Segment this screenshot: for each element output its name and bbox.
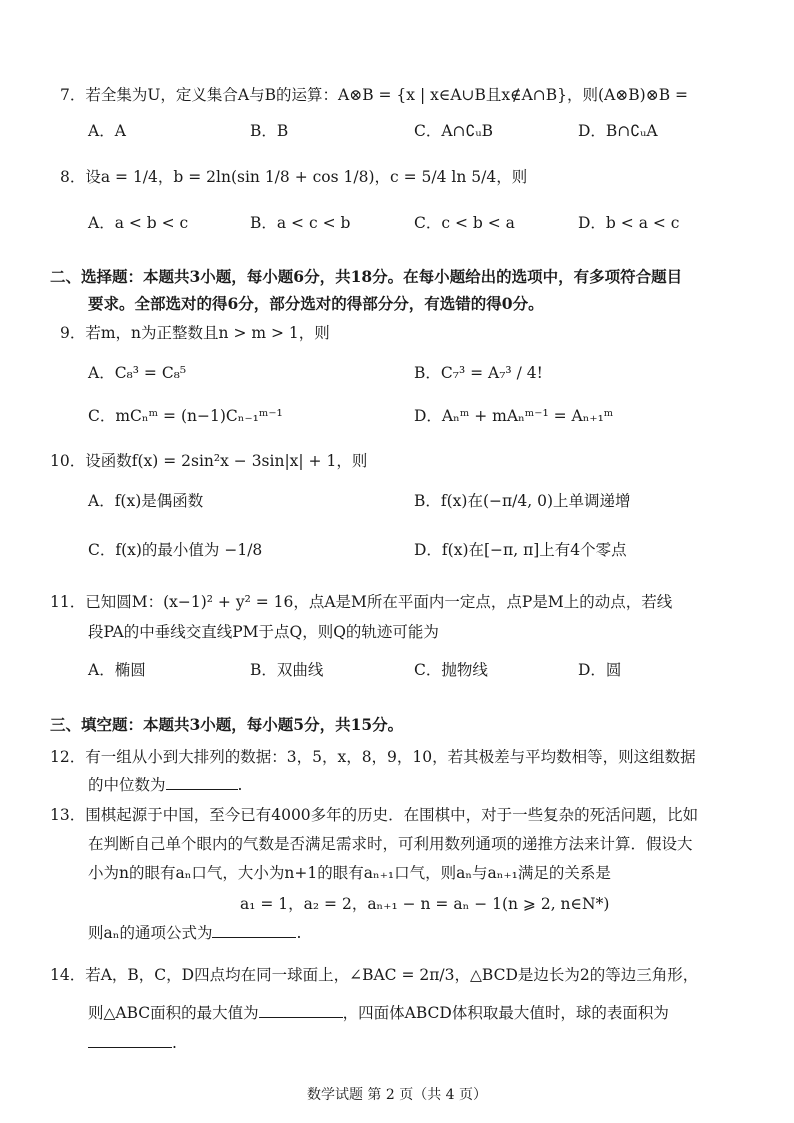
q12-line2: [88, 774, 754, 796]
q13-answer-blank[interactable]: [212, 923, 296, 938]
q8-option-d: D．b < a < c: [578, 214, 680, 232]
q9-option-a: A．C₈³ = C₈⁵: [88, 364, 187, 382]
q11-line1: 11．已知圆M：(x−1)² + y² = 16，点A是M所在平面内一定点，点P是M上的动点，若线: [50, 593, 673, 611]
q11-option-b: B．双曲线: [250, 661, 324, 679]
q8-option-b: B．a < c < b: [250, 214, 351, 232]
q13-line4: [88, 922, 754, 944]
q10-option-a: A．f(x)是偶函数: [88, 492, 204, 510]
q14-end: .: [172, 1034, 177, 1052]
q14-prompt-b: ，四面体ABCD体积取最大值时，球的表面积为: [342, 1004, 669, 1022]
q13-line1: 13．围棋起源于中国，至今已有4000多年的历史．在围棋中，对于一些复杂的死活问题，比如: [50, 806, 699, 824]
q14-answer-blank-1[interactable]: [259, 1003, 343, 1018]
q13-line3: 小为n的眼有aₙ口气，大小为n+1的眼有aₙ₊₁口气，则aₙ与aₙ₊₁满足的关系是: [88, 864, 611, 882]
q13-recurrence-formula: a₁ = 1，a₂ = 2，aₙ₊₁ − n = aₙ − 1(n ⩾ 2, n∈N*): [240, 895, 610, 913]
q11-line2: 段PA的中垂线交直线PM于点Q，则Q的轨迹可能为: [88, 623, 439, 641]
section2-heading-line1: 二、选择题：本题共3小题，每小题6分，共18分。在每小题给出的选项中，有多项符合题目: [50, 267, 683, 286]
q9-stem: 9．若m，n为正整数且n > m > 1，则: [60, 324, 330, 342]
q8-option-a: A．a < b < c: [88, 214, 189, 232]
q7-stem: 7．若全集为U，定义集合A与B的运算：A⊗B = {x | x∈A∪B且x∉A∩B}，则(A⊗B)⊗B =: [60, 86, 688, 104]
q11-option-a: A．椭圆: [88, 661, 146, 679]
q10-stem: 10．设函数f(x) = 2sin²x − 3sin|x| + 1，则: [50, 452, 368, 470]
q7-option-d: D．B∩∁ᵤA: [578, 122, 658, 140]
q10-option-c: C．f(x)的最小值为 −1/8: [88, 541, 263, 559]
q7-option-b: B．B: [250, 122, 289, 140]
q10-option-b: B．f(x)在(−π/4, 0)上单调递增: [414, 492, 631, 510]
q10-option-d: D．f(x)在[−π, π]上有4个零点: [414, 541, 627, 559]
q11-option-c: C．抛物线: [414, 661, 488, 679]
q11-option-d: D．圆: [578, 661, 622, 679]
page-footer: 数学试题 第 2 页（共 4 页）: [306, 1087, 488, 1103]
section2-heading-line2: 要求。全部选对的得6分，部分选对的得部分分，有选错的得0分。: [88, 294, 544, 313]
q14-line1: 14．若A，B，C，D四点均在同一球面上，∠BAC = 2π/3，△BCD是边长为2的等边三角形，: [50, 966, 699, 984]
q8-option-c: C．c < b < a: [414, 214, 515, 232]
q8-stem: 8．设a = 1/4，b = 2ln(sin 1/8 + cos 1/8)，c = 5/4 ln 5/4，则: [60, 168, 528, 186]
q14-answer-blank-2[interactable]: [88, 1033, 172, 1048]
q9-option-d: D．Aₙᵐ + mAₙᵐ⁻¹ = Aₙ₊₁ᵐ: [414, 407, 614, 425]
q14-line2: [88, 1002, 754, 1024]
q12-prompt: 的中位数为: [88, 776, 166, 794]
q9-option-c: C．mCₙᵐ = (n−1)Cₙ₋₁ᵐ⁻¹: [88, 407, 283, 425]
q14-line3: [88, 1032, 754, 1054]
q14-prompt-a: 则△ABC面积的最大值为: [88, 1004, 259, 1022]
q12-line1: 12．有一组从小到大排列的数据：3，5，x，8，9，10，若其极差与平均数相等，则这组数据: [50, 748, 696, 766]
q12-answer-blank[interactable]: [166, 775, 238, 790]
q13-line2: 在判断自己单个眼内的气数是否满足需求时，可利用数列通项的递推方法来计算．假设大: [88, 835, 693, 853]
q7-option-a: A．A: [88, 122, 126, 140]
section3-heading: 三、填空题：本题共3小题，每小题5分，共15分。: [50, 715, 404, 734]
q13-end: .: [296, 924, 302, 942]
q12-end: .: [237, 776, 243, 794]
q9-option-b: B．C₇³ = A₇³ / 4!: [414, 364, 543, 382]
q13-prompt: 则aₙ的通项公式为: [88, 924, 213, 942]
q7-option-c: C．A∩∁ᵤB: [414, 122, 493, 140]
